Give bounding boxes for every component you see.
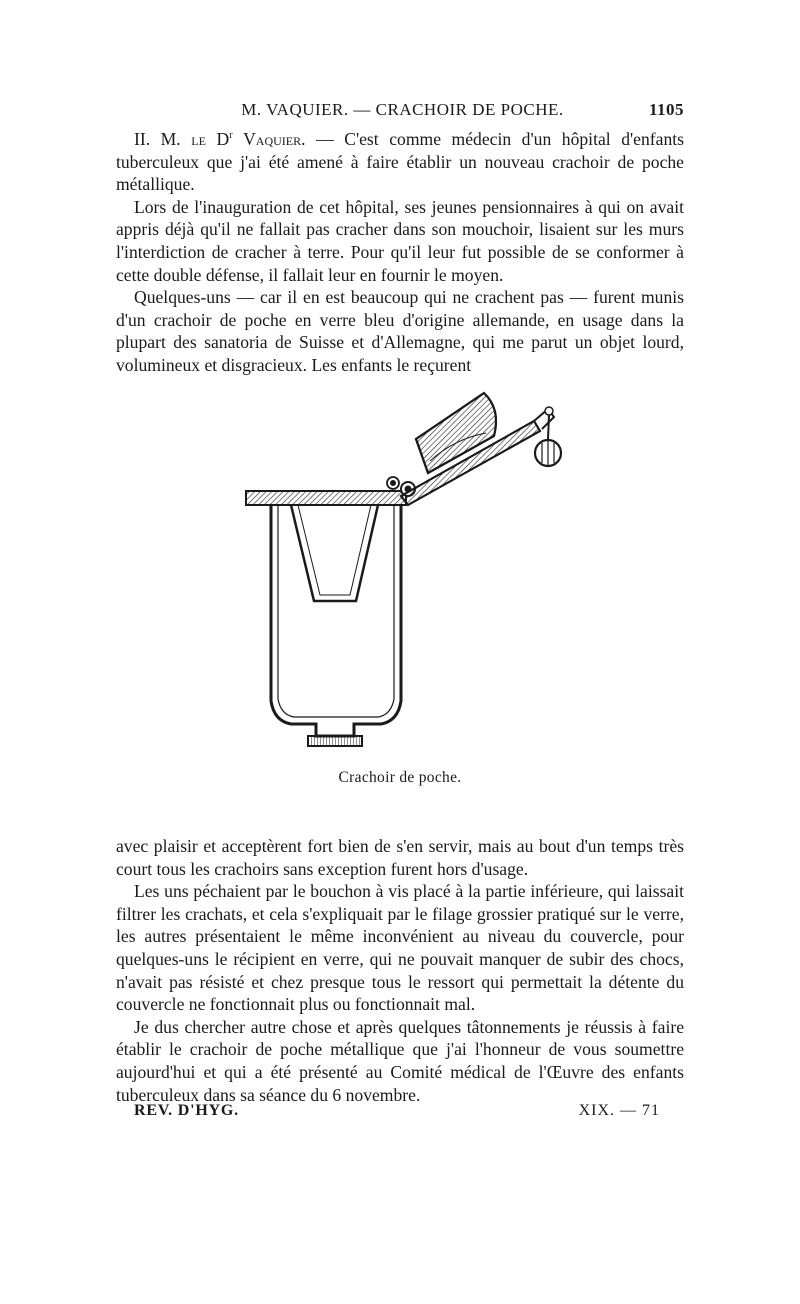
author-dr-sup: r (229, 130, 233, 142)
text-block-top (116, 128, 684, 377)
running-title: M. VAQUIER. — CRACHOIR DE POCHE. (241, 100, 564, 119)
page-number: 1105 (648, 100, 684, 119)
paragraph-5: Les uns péchaient par le bouchon à vis placé à la partie inférieure, qui laissait filtrer les crachats, et cela s'expliquait par le filage grossier pratiqué sur le verre, les autres présentaient le même inconvénient au niveau du couvercle, pour quelques-uns le récipient en verre, qui ne pouvait manquer de subir des chocs, n'avait pas résisté et chez presque tous le ressort qui permettait la détente du couvercle ne fonctionnait plus ou fonctionnait mal. (116, 881, 684, 1015)
volume-signature: XIX. — 71 (578, 1102, 660, 1119)
section-number: II. M. (134, 129, 181, 149)
page-footer (116, 1102, 684, 1120)
paragraph-1-text: — C'est comme médecin d'un hôpital d'enfants tuberculeux que j'ai été amené à faire établir un nouveau crachoir de poche métallique. (116, 129, 684, 195)
author-title: le (191, 129, 206, 149)
paragraph-1 (116, 128, 684, 196)
paragraph-2: Lors de l'inauguration de cet hôpital, ses jeunes pensionnaires à qui on avait appris déjà qu'il ne fallait pas cracher dans son mouchoir, lisaient sur les murs l'interdiction de cracher à terre. Pour qu'il leur fut possible de se conformer à cette double défense, il fallait leur en fournir le moyen. (116, 196, 684, 285)
paragraph-4: avec plaisir et acceptèrent fort bien de s'en servir, mais au bout d'un temps très court tous les crachoirs sans exception furent hors d'usage. (116, 836, 684, 879)
text-block-bottom (116, 835, 684, 1106)
author-dr: D (216, 129, 230, 149)
book-page (116, 100, 684, 1119)
pocket-spittoon-illustration (116, 381, 684, 771)
running-header (116, 100, 684, 128)
paragraph-6: Je dus chercher autre chose et après quelques tâtonnements je réussis à faire établir le crachoir de poche métallique que j'ai l'honneur de vous soumettre aujourd'hui et qui a été présenté au Comité médical de l'Œuvre des enfants tuberculeux dans sa séance du 6 novembre. (116, 1016, 684, 1105)
figure-caption: Crachoir de poche. (338, 768, 462, 786)
paragraph-3: Quelques-uns — car il en est beaucoup qui ne crachent pas — furent munis d'un crachoir de poche en verre bleu d'origine allemande, en usage dans la plupart des sanatoria de Suisse et d'Allemagne, qui me parut un objet lourd, volumineux et disgracieux. Les enfants le reçurent (116, 287, 684, 375)
journal-signature: REV. D'HYG. (134, 1102, 239, 1119)
figure-crachoir (116, 381, 684, 851)
author-name: Vaquier. (243, 129, 306, 149)
